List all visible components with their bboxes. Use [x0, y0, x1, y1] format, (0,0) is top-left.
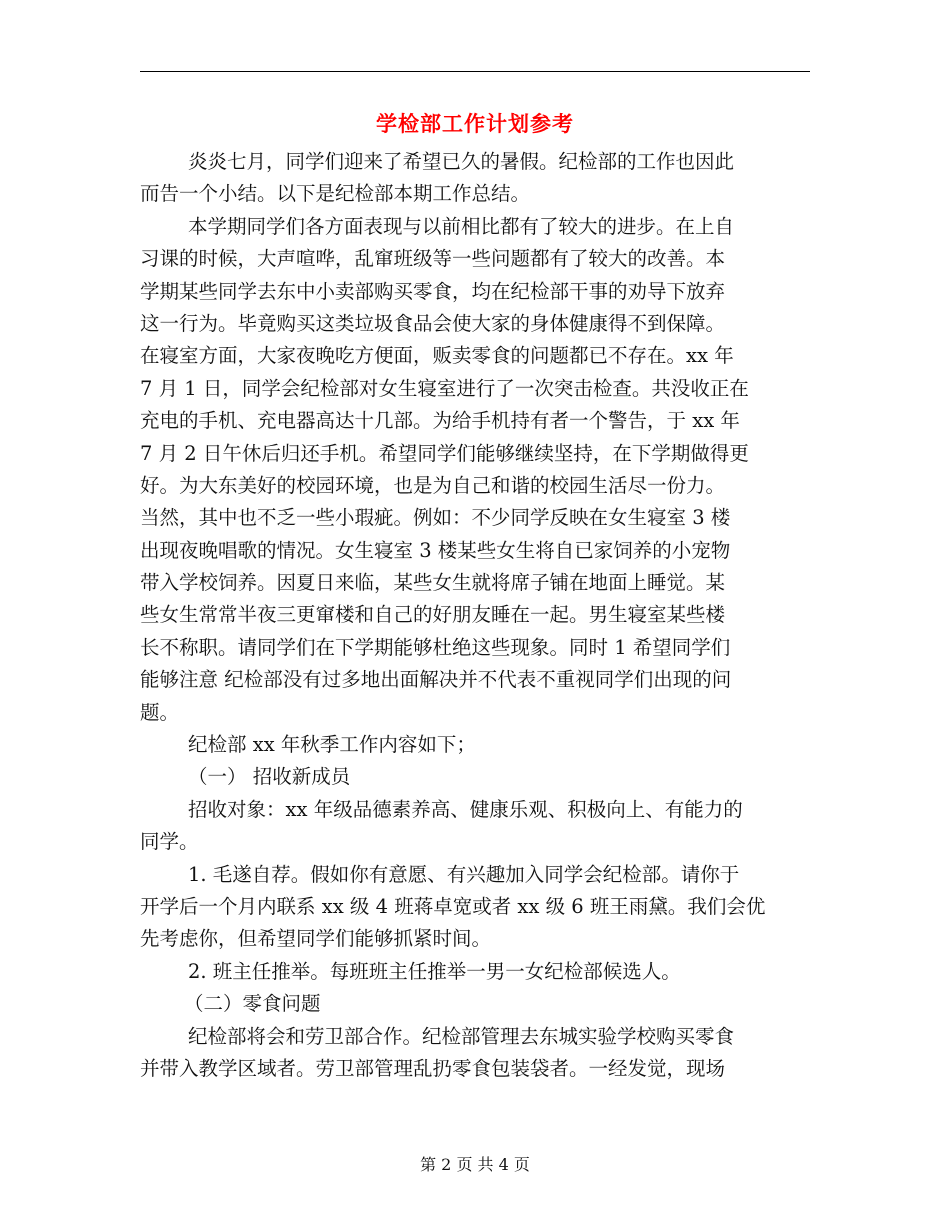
body-line: 充电的手机、充电器高达十几部。为给手机持有者一个警告，于 xx 年 [140, 409, 740, 433]
section-heading: （二）零食问题 [184, 992, 321, 1016]
body-line: 在寝室方面，大家夜晚吃方便面，贩卖零食的问题都已不存在。xx 年 [140, 344, 734, 368]
page-number: 第 2 页 共 4 页 [420, 1155, 530, 1174]
body-line: 同学。 [140, 830, 199, 854]
body-line: 招收对象：xx 年级品德素养高、健康乐观、积极向上、有能力的 [188, 797, 743, 821]
body-line: 当然，其中也不乏一些小瑕疵。例如：不少同学反映在女生寝室 3 楼 [140, 506, 731, 530]
list-item: 2. 班主任推举。每班班主任推举一男一女纪检部候选人。 [188, 959, 681, 983]
body-line: 学期某些同学去东中小卖部购买零食，均在纪检部干事的劝导下放弃 [140, 279, 726, 303]
body-line: 7 月 2 日午休后归还手机。希望同学们能够继续坚持，在下学期做得更 [140, 441, 749, 465]
body-line: 并带入教学区域者。劳卫部管理乱扔零食包装袋者。一经发觉，现场 [140, 1056, 726, 1080]
body-line: 些女生常常半夜三更窜楼和自己的好朋友睡在一起。男生寝室某些楼 [140, 603, 726, 627]
document-body [140, 146, 812, 1085]
body-line: 长不称职。请同学们在下学期能够杜绝这些现象。同时 1 希望同学们 [140, 635, 731, 659]
section-heading: （一） 招收新成员 [188, 765, 351, 789]
body-line: 出现夜晚唱歌的情况。女生寝室 3 楼某些女生将自已家饲养的小宠物 [140, 538, 731, 562]
body-line: 而告一个小结。以下是纪检部本期工作总结。 [140, 182, 531, 206]
section-intro: 纪检部 xx 年秋季工作内容如下； [188, 733, 476, 757]
body-line: 这一行为。毕竟购买这类垃圾食品会使大家的身体健康得不到保障。 [140, 311, 726, 335]
body-line: 带入学校饲养。因夏日来临，某些女生就将席子铺在地面上睡觉。某 [140, 571, 726, 595]
header-rule [140, 71, 810, 72]
body-line: 纪检部将会和劳卫部合作。纪检部管理去东城实验学校购买零食 [188, 1024, 735, 1048]
body-line: 好。为大东美好的校园环境，也是为自己和谐的校园生活尽一份力。 [140, 473, 726, 497]
body-line: 习课的时候，大声喧哗，乱窜班级等一些问题都有了较大的改善。本 [140, 247, 726, 271]
body-line: 能够注意 纪检部没有过多地出面解决并不代表不重视同学们出现的问 [140, 668, 732, 692]
body-line: 本学期同学们各方面表现与以前相比都有了较大的进步。在上自 [188, 214, 735, 238]
body-line: 先考虑你，但希望同学们能够抓紧时间。 [140, 927, 492, 951]
body-line: 开学后一个月内联系 xx 级 4 班蒋卓宽或者 xx 级 6 班王雨黛。我们会优 [140, 894, 766, 918]
list-item: 1. 毛遂自荐。假如你有意愿、有兴趣加入同学会纪检部。请你于 [188, 862, 740, 886]
document-title: 学检部工作计划参考 [376, 111, 574, 136]
body-line: 炎炎七月，同学们迎来了希望已久的暑假。纪检部的工作也因此 [188, 150, 735, 173]
body-line: 7 月 1 日，同学会纪检部对女生寝室进行了一次突击检查。共没收正在 [140, 376, 749, 400]
body-line: 题。 [140, 700, 180, 724]
